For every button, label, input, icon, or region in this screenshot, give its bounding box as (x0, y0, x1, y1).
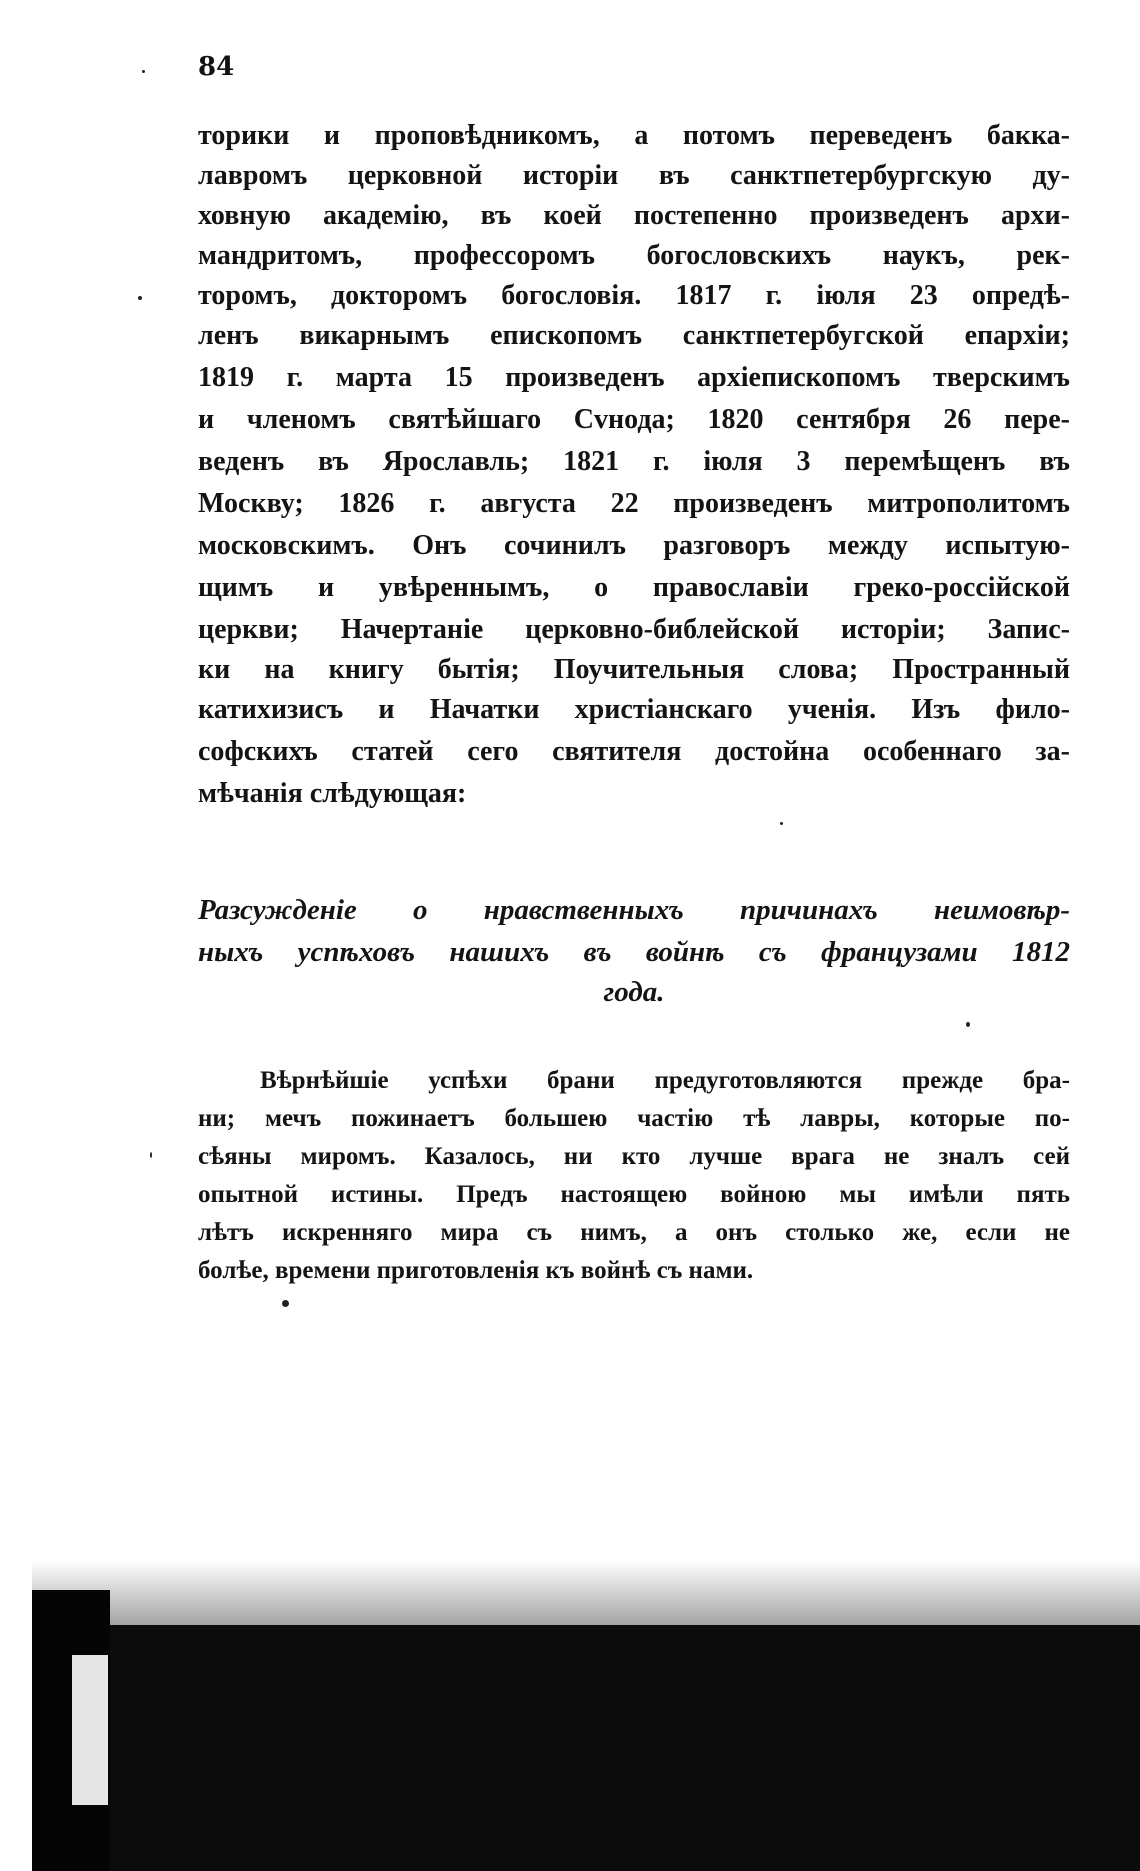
body-line-7: 1819 г. марта 15 произведенъ архіепископомъ тверскимъ (198, 362, 1070, 393)
scan-corner-notch (72, 1655, 108, 1805)
body-line-5: торомъ, докторомъ богословія. 1817 г. іюля 23 опредѣ- (198, 280, 1070, 311)
body-line-2: лавромъ церковной исторіи въ санктпетербургскую ду- (198, 160, 1070, 191)
quote-line-5: лѣтъ искренняго мира съ нимъ, а онъ столько же, если не (198, 1219, 1070, 1246)
scan-speck (150, 1152, 152, 1158)
body-line-10: Москву; 1826 г. августа 22 произведенъ митрополитомъ (198, 488, 1070, 519)
body-line-8: и членомъ святѣйшаго Сvнода; 1820 сентября 26 пере- (198, 404, 1070, 435)
scan-speck (780, 822, 783, 825)
scan-speck (142, 70, 145, 73)
body-line-1: торики и проповѣдникомъ, а потомъ переведенъ бакка- (198, 120, 1070, 151)
quote-line-4: опытной истины. Предъ настоящею войною мы имѣли пять (198, 1181, 1070, 1208)
body-line-16: софскихъ статей сего святителя достойна особеннаго за- (198, 736, 1070, 767)
quote-line-1: Вѣрнѣйшіе успѣхи брани предуготовляются прежде бра- (260, 1067, 1070, 1094)
scan-speck (966, 1022, 970, 1027)
scan-left-margin (0, 1560, 32, 1871)
body-line-11: московскимъ. Онъ сочинилъ разговоръ между испытую- (198, 530, 1070, 561)
body-line-9: веденъ въ Ярославль; 1821 г. іюля 3 перемѣщенъ въ (198, 446, 1070, 477)
body-line-12: щимъ и увѣреннымъ, о православіи греко-россійской (198, 572, 1070, 603)
body-line-14: ки на книгу бытія; Поучительныя слова; Пространный (198, 654, 1070, 685)
body-line-4: мандритомъ, профессоромъ богословскихъ наукъ, рек- (198, 240, 1070, 271)
quote-line-3: сѣяны миромъ. Казалось, ни кто лучше врага не зналъ сей (198, 1143, 1070, 1170)
body-line-15: катихизисъ и Начатки христіанскаго ученія. Изъ фило- (198, 694, 1070, 725)
body-line-3: ховную академію, въ коей постепенно произведенъ архи- (198, 200, 1070, 231)
scan-speck (138, 296, 142, 300)
heading-line-3: года. (603, 976, 665, 1008)
scan-edge-shadow (0, 1625, 1140, 1871)
quote-line-2: ни; мечъ пожинаетъ большею частію тѣ лавры, которые по- (198, 1105, 1070, 1132)
page-number: 84 (198, 52, 235, 82)
heading-line-1: Разсужденіе о нравственныхъ причинахъ неимовѣр- (198, 894, 1070, 926)
heading-line-2: ныхъ успѣховъ нашихъ въ войнѣ съ французами 1812 (198, 936, 1070, 968)
body-line-13: церкви; Начертаніе церковно-библейской исторіи; Запис- (198, 614, 1070, 645)
body-line-17: мѣчанія слѣдующая: (198, 778, 467, 809)
body-line-6: ленъ викарнымъ епископомъ санктпетербугской епархіи; (198, 320, 1070, 351)
scan-speck (282, 1300, 289, 1307)
quote-line-6: болѣе, времени приготовленія къ войнѣ съ нами. (198, 1257, 754, 1284)
